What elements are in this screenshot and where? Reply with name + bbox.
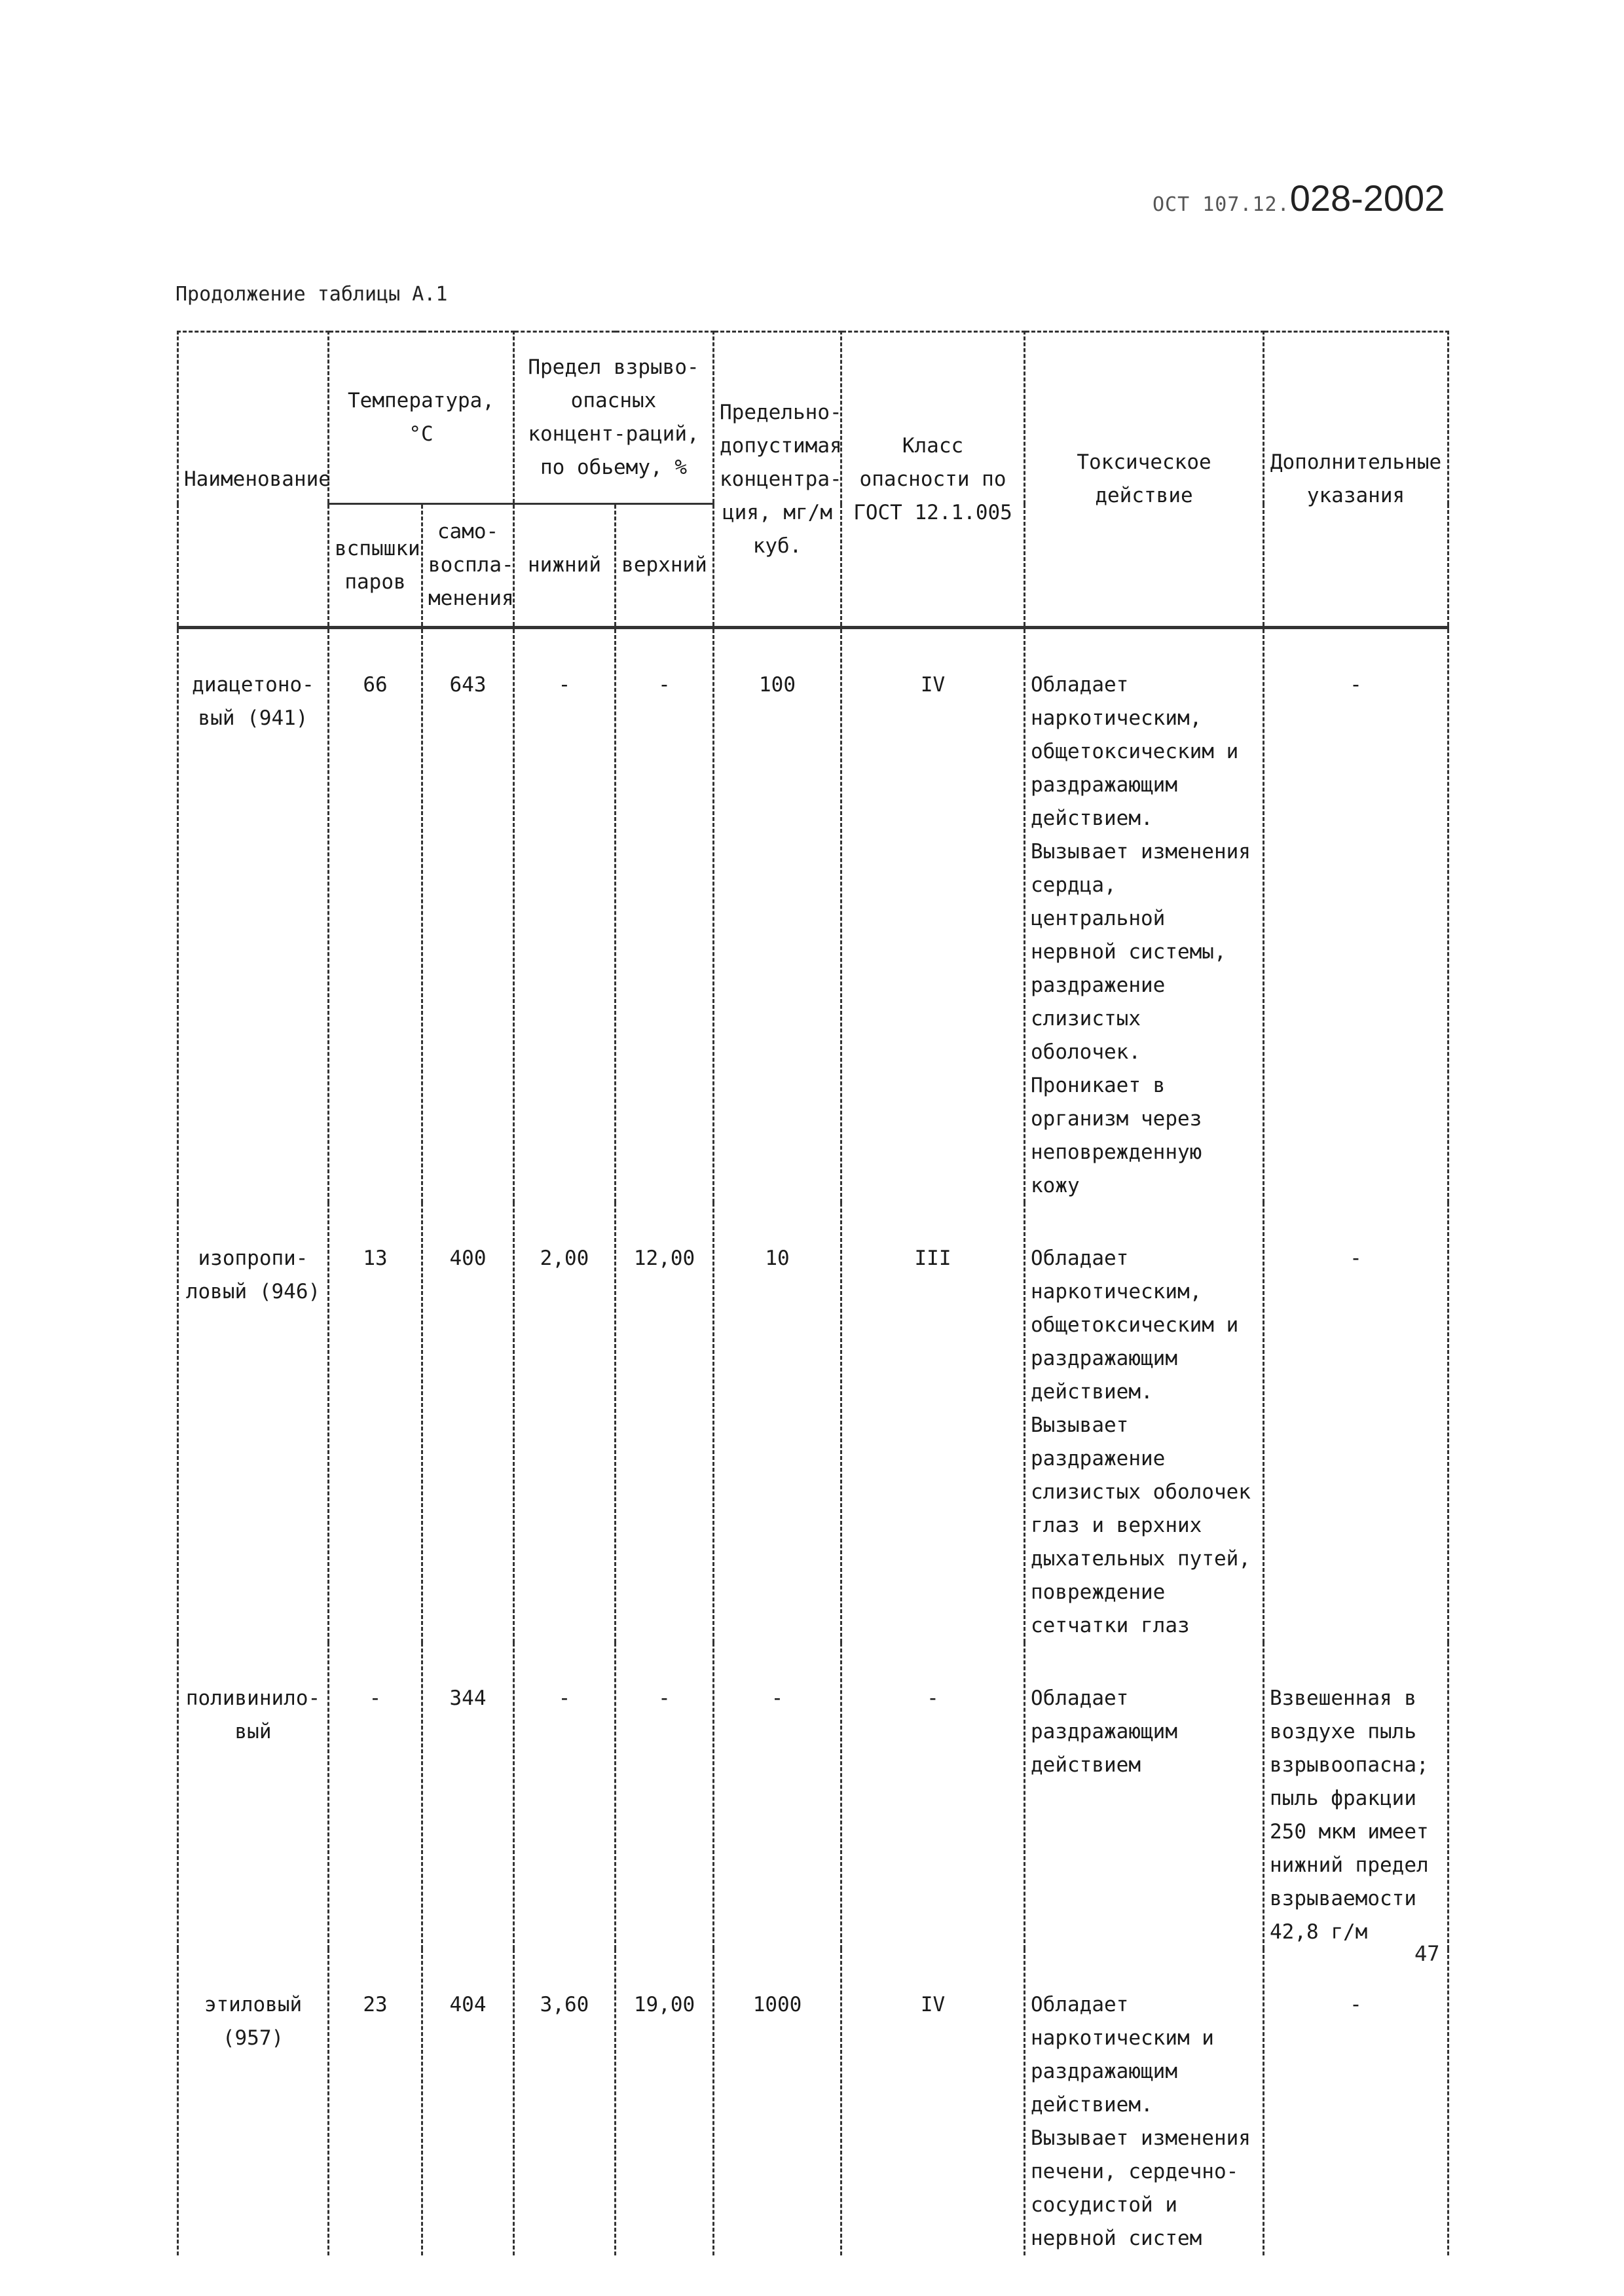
cell-hazard: III bbox=[841, 1203, 1025, 1643]
cell-lower: - bbox=[514, 1643, 616, 1949]
document-code-prefix: ОСТ 107.12. bbox=[1153, 193, 1290, 216]
cell-upper: - bbox=[616, 1643, 714, 1949]
cell-name: диацетоно-вый (941) bbox=[178, 628, 329, 1203]
document-code-number: 028-2002 bbox=[1289, 177, 1445, 219]
cell-mac: 10 bbox=[714, 1203, 841, 1643]
document-code bbox=[1153, 177, 1445, 219]
cell-extra: - bbox=[1264, 1203, 1449, 1643]
table-row bbox=[178, 1203, 1449, 1643]
hazard-table bbox=[177, 331, 1449, 2255]
cell-mac: 1000 bbox=[714, 1949, 841, 2255]
header-explosive-limits: Предел взрыво-опасных концент-раций, по обьему, % bbox=[514, 332, 714, 504]
page-number: 47 bbox=[1414, 1941, 1440, 1966]
cell-autoignition: 344 bbox=[422, 1643, 514, 1949]
cell-toxic: Обладает наркотическим, общетоксическим и раздражающим действием. Вызывает раздражение слизистых оболочек глаз и верхних дыхательных путей, повреждение сетчатки глаз bbox=[1025, 1203, 1264, 1643]
cell-autoignition: 400 bbox=[422, 1203, 514, 1643]
cell-extra: - bbox=[1264, 1949, 1449, 2255]
cell-hazard: IV bbox=[841, 1949, 1025, 2255]
cell-upper: 19,00 bbox=[616, 1949, 714, 2255]
cell-toxic: Обладает раздражающим действием bbox=[1025, 1643, 1264, 1949]
header-hazard-class: Класс опасности по ГОСТ 12.1.005 bbox=[841, 332, 1025, 628]
header-temperature: Температура, °С bbox=[329, 332, 514, 504]
cell-flash: 66 bbox=[329, 628, 422, 1203]
table-row bbox=[178, 1949, 1449, 2255]
cell-name: изопропи-ловый (946) bbox=[178, 1203, 329, 1643]
cell-mac: - bbox=[714, 1643, 841, 1949]
cell-autoignition: 404 bbox=[422, 1949, 514, 2255]
cell-lower: 3,60 bbox=[514, 1949, 616, 2255]
cell-flash: 23 bbox=[329, 1949, 422, 2255]
cell-name: этиловый (957) bbox=[178, 1949, 329, 2255]
cell-hazard: - bbox=[841, 1643, 1025, 1949]
header-name: Наименование bbox=[178, 332, 329, 628]
cell-upper: 12,00 bbox=[616, 1203, 714, 1643]
cell-extra: - bbox=[1264, 628, 1449, 1203]
cell-lower: 2,00 bbox=[514, 1203, 616, 1643]
cell-flash: 13 bbox=[329, 1203, 422, 1643]
cell-autoignition: 643 bbox=[422, 628, 514, 1203]
cell-hazard: IV bbox=[841, 628, 1025, 1203]
table-header bbox=[178, 332, 1449, 628]
cell-mac: 100 bbox=[714, 628, 841, 1203]
cell-lower: - bbox=[514, 628, 616, 1203]
cell-flash: - bbox=[329, 1643, 422, 1949]
cell-toxic: Обладает наркотическим и раздражающим действием. Вызывает изменения печени, сердечно-сосудистой и нервной систем bbox=[1025, 1949, 1264, 2255]
table-row bbox=[178, 1643, 1449, 1949]
table-caption: Продолжение таблицы А.1 bbox=[175, 283, 448, 306]
header-flash-point: вспышки паров bbox=[329, 504, 422, 628]
cell-extra: Взвешенная в воздухе пыль взрывоопасна; пыль фракции 250 мкм имеет нижний предел взрываемости 42,8 г/м bbox=[1264, 1643, 1449, 1949]
header-upper-limit: верхний bbox=[616, 504, 714, 628]
cell-upper: - bbox=[616, 628, 714, 1203]
header-lower-limit: нижний bbox=[514, 504, 616, 628]
table-row bbox=[178, 628, 1449, 1203]
cell-name: поливинило-вый bbox=[178, 1643, 329, 1949]
table-body bbox=[178, 628, 1449, 2256]
header-autoignition: само-воспла-менения bbox=[422, 504, 514, 628]
header-mac: Предельно-допустимая концентра-ция, мг/м куб. bbox=[714, 332, 841, 628]
header-additional-notes: Дополнительные указания bbox=[1264, 332, 1449, 628]
cell-toxic: Обладает наркотическим, общетоксическим и раздражающим действием. Вызывает изменения сердца, центральной нервной системы, раздражение слизистых оболочек. Проникает в организм через неповрежденную кожу bbox=[1025, 628, 1264, 1203]
header-toxic-action: Токсическое действие bbox=[1025, 332, 1264, 628]
